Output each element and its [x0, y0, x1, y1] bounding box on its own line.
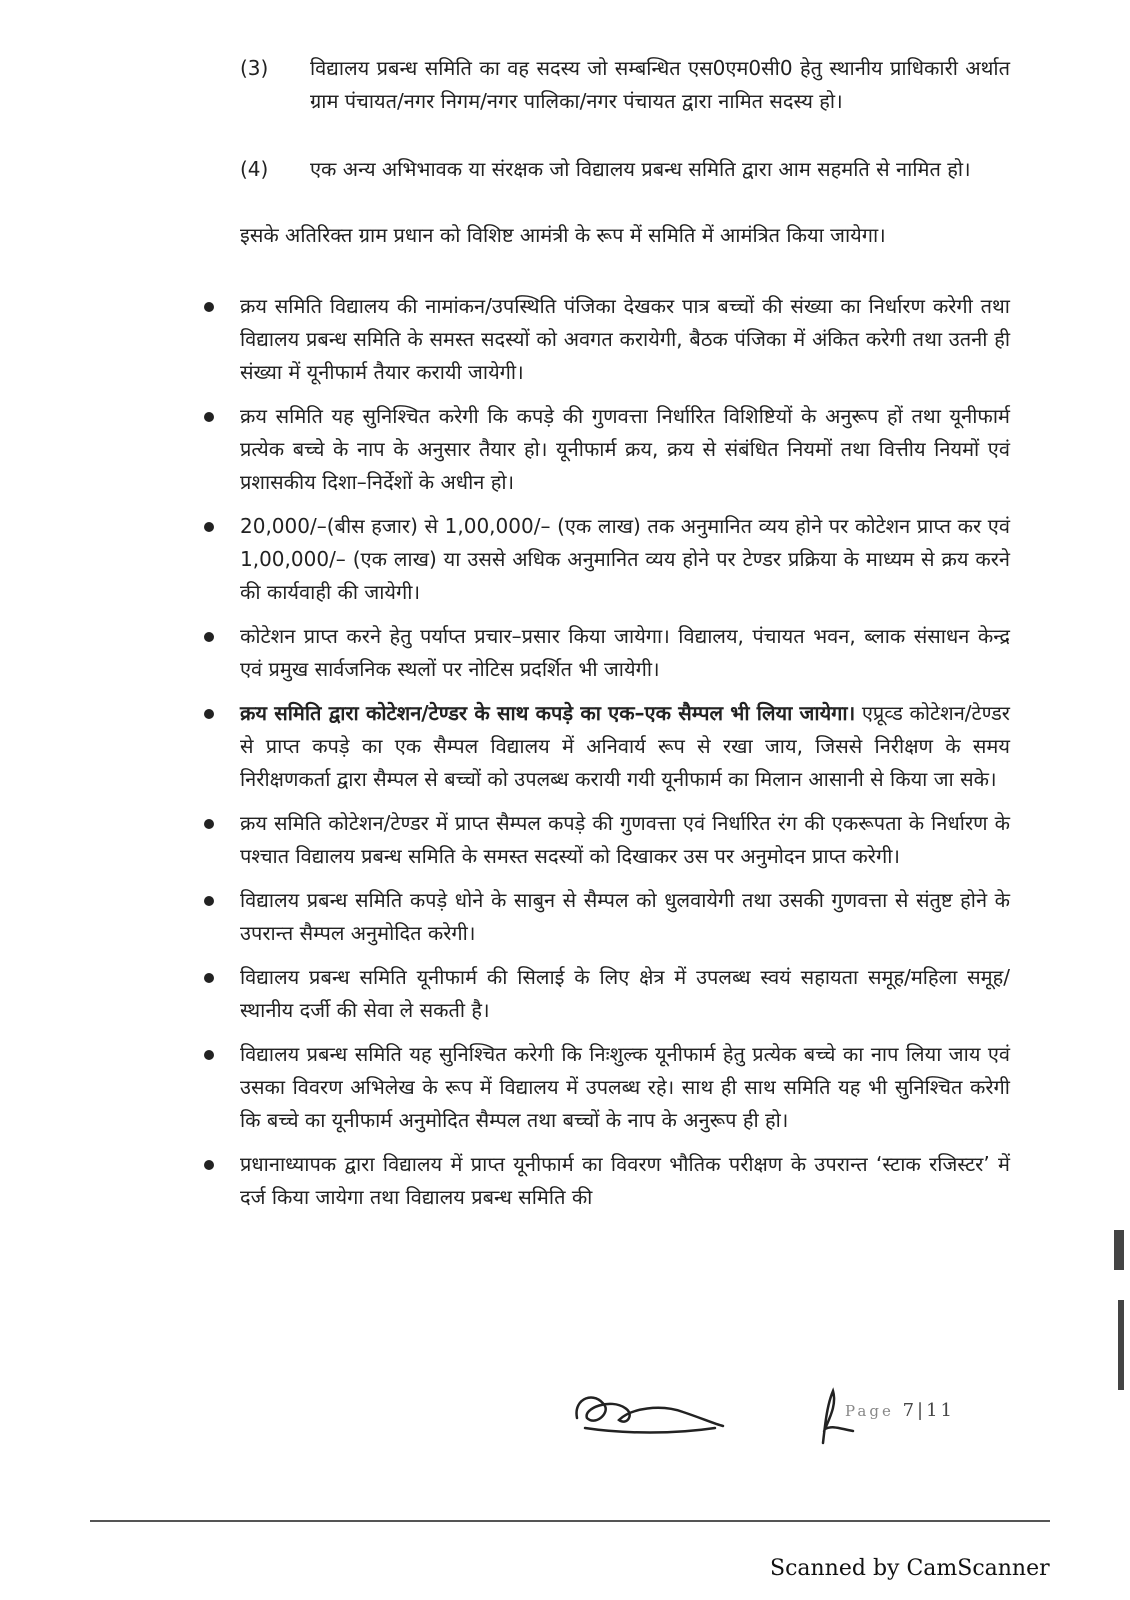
- bullet-item: [200, 400, 1010, 499]
- bullet-item: [200, 697, 1010, 796]
- item-text: एक अन्य अभिभावक या संरक्षक जो विद्यालय प्रबन्ध समिति द्वारा आम सहमति से नामित हो।: [310, 157, 971, 181]
- bullet-item: [200, 290, 1010, 389]
- bullet-item: [200, 961, 1010, 1027]
- edge-artifact: [1118, 1300, 1124, 1390]
- bullet-item: [200, 807, 1010, 873]
- bullet-item: [200, 510, 1010, 609]
- bullet-icon: [204, 412, 214, 422]
- bullet-text: क्रय समिति विद्यालय की नामांकन/उपस्थिति पंजिका देखकर पात्र बच्चों की संख्या का निर्धारण करेगी तथा विद्यालय प्रबन्ध समिति के समस्त सदस्यों को अवगत करायेगी, बैठक पंजिका में अंकित करेगी तथा उतनी ही संख्या में यूनीफार्म तैयार करायी जायेगी।: [240, 294, 1010, 384]
- page-number: [845, 1400, 955, 1421]
- bullet-text: प्रधानाध्यापक द्वारा विद्यालय में प्राप्त यूनीफार्म का विवरण भौतिक परीक्षण के उपरान्त ‘स्टाक रजिस्टर’ में दर्ज किया जायेगा तथा विद्यालय प्रबन्ध समिति की: [240, 1152, 1010, 1209]
- bullet-item: [200, 1148, 1010, 1214]
- bullet-item: [200, 1038, 1010, 1137]
- bullet-icon: [204, 1160, 214, 1170]
- bullet-text: विद्यालय प्रबन्ध समिति यूनीफार्म की सिलाई के लिए क्षेत्र में उपलब्ध स्वयं सहायता समूह/महिला समूह/स्थानीय दर्जी की सेवा ले सकती है।: [240, 965, 1010, 1022]
- item-number: (3): [240, 56, 269, 80]
- edge-artifact: [1114, 1230, 1124, 1270]
- bullet-list: [200, 290, 1010, 1225]
- numbered-item-3: [240, 52, 1010, 118]
- numbered-item-4: [240, 153, 1010, 186]
- bullet-item: [200, 884, 1010, 950]
- bullet-item: [200, 620, 1010, 686]
- bullet-text: 20,000/–(बीस हजार) से 1,00,000/– (एक लाख) तक अनुमानित व्यय होने पर कोटेशन प्राप्त कर एवं 1,00,000/– (एक लाख) या उससे अधिक अनुमानित व्यय होने पर टेण्डर प्रक्रिया के माध्यम से क्रय करने की कार्यवाही की जायेगी।: [240, 514, 1010, 604]
- item-number: (4): [240, 157, 269, 181]
- bullet-icon: [204, 819, 214, 829]
- page-number-value: 7|11: [902, 1400, 955, 1421]
- bullet-text: विद्यालय प्रबन्ध समिति कपड़े धोने के साबुन से सैम्पल को धुलवायेगी तथा उसकी गुणवत्ता से संतुष्ट होने के उपरान्त सैम्पल अनुमोदित करेगी।: [240, 888, 1010, 945]
- scanner-watermark: Scanned by CamScanner: [770, 1556, 1050, 1581]
- page-label: Page: [845, 1402, 894, 1420]
- bullet-text: क्रय समिति कोटेशन/टेण्डर में प्राप्त सैम्पल कपड़े की गुणवत्ता एवं निर्धारित रंग की एकरूपता के निर्धारण के पश्चात विद्यालय प्रबन्ध समिति के समस्त सदस्यों को दिखाकर उस पर अनुमोदन प्राप्त करेगी।: [240, 811, 1010, 868]
- bullet-text: एप्रूव्ड कोटेशन/टेण्डर से प्राप्त कपड़े का एक सैम्पल विद्यालय में अनिवार्य रूप से रखा जाय, जिससे निरीक्षण के समय निरीक्षणकर्ता द्वारा सैम्पल से बच्चों को उपलब्ध करायी गयी यूनीफार्म का मिलान आसानी से किया जा सके।: [240, 701, 1010, 791]
- bullet-icon: [204, 896, 214, 906]
- signature-image: [565, 1378, 725, 1448]
- bullet-icon: [204, 973, 214, 983]
- item-text: विद्यालय प्रबन्ध समिति का वह सदस्य जो सम्बन्धित एस0एम0सी0 हेतु स्थानीय प्राधिकारी अर्थात ग्राम पंचायत/नगर निगम/नगर पालिका/नगर पंचायत द्वारा नामित सदस्य हो।: [310, 56, 1010, 113]
- bullet-icon: [204, 302, 214, 312]
- bullet-icon: [204, 1050, 214, 1060]
- bullet-text: क्रय समिति यह सुनिश्चित करेगी कि कपड़े की गुणवत्ता निर्धारित विशिष्टियों के अनुरूप हों तथा यूनीफार्म प्रत्येक बच्चे के नाप के अनुसार तैयार हो। यूनीफार्म क्रय, क्रय से संबंधित नियमों तथा वित्तीय नियमों एवं प्रशासकीय दिशा–निर्देशों के अधीन हो।: [240, 404, 1010, 494]
- bullet-bold-text: क्रय समिति द्वारा कोटेशन/टेण्डर के साथ कपड़े का एक–एक सैम्पल भी लिया जायेगा।: [240, 701, 856, 725]
- bullet-icon: [204, 522, 214, 532]
- divider: [90, 1520, 1050, 1522]
- bullet-text: विद्यालय प्रबन्ध समिति यह सुनिश्चित करेगी कि निःशुल्क यूनीफार्म हेतु प्रत्येक बच्चे का नाप लिया जाय एवं उसका विवरण अभिलेख के रूप में विद्यालय में उपलब्ध रहे। साथ ही साथ समिति यह भी सुनिश्चित करेगी कि बच्चे का यूनीफार्म अनुमोदित सैम्पल तथा बच्चों के नाप के अनुरूप ही हो।: [240, 1042, 1010, 1132]
- bullet-icon: [204, 632, 214, 642]
- bullet-icon: [204, 709, 214, 719]
- invite-paragraph: इसके अतिरिक्त ग्राम प्रधान को विशिष्ट आमंत्री के रूप में समिति में आमंत्रित किया जायेगा।: [240, 223, 886, 247]
- bullet-text: कोटेशन प्राप्त करने हेतु पर्याप्त प्रचार–प्रसार किया जायेगा। विद्यालय, पंचायत भवन, ब्लाक संसाधन केन्द्र एवं प्रमुख सार्वजनिक स्थलों पर नोटिस प्रदर्शित भी जायेगी।: [240, 624, 1010, 681]
